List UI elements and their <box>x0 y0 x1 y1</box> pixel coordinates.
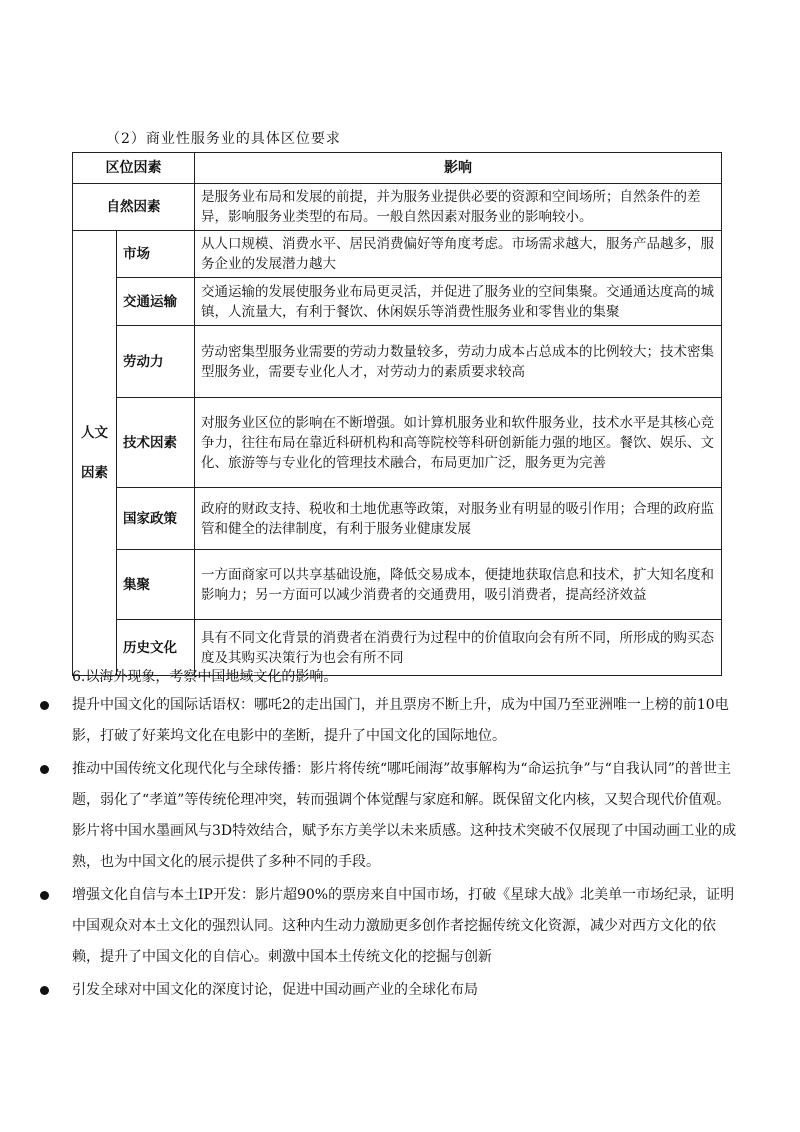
factor-text: 从人口规模、消费水平、居民消费偏好等角度考虑。市场需求越大，服务产品越多，服务企业的发展潜力越大 <box>195 231 722 278</box>
factor-label: 技术因素 <box>117 398 195 488</box>
list-item-text: 推动中国传统文化现代化与全球传播：影片将传统“哪吒闹海”故事解构为“命运抗争”与“自我认同”的普世主题，弱化了“孝道”等传统伦理冲突，转而强调个体觉醒与家庭和解。既保留文化内核，又契合现代价值观。影片将中国水墨画风与3D特效结合，赋予东方美学以未来质感。这种技术突破不仅展现了中国动画工业的成熟，也为中国文化的展示提供了多种不同的手段。 <box>72 761 737 870</box>
natural-factor-text: 是服务业布局和发展的前提，并为服务业提供必要的资源和空间场所；自然条件的差异，影响服务业类型的布局。一般自然因素对服务业的影响较小。 <box>195 184 722 231</box>
factor-label: 历史文化 <box>117 620 195 676</box>
list-item <box>40 880 740 973</box>
table-row <box>73 398 722 488</box>
list-item <box>40 975 740 1006</box>
factor-text: 一方面商家可以共享基础设施，降低交易成本，便捷地获取信息和技术，扩大知名度和影响力；另一方面可以减少消费者的交通费用，吸引消费者，提高经济效益 <box>195 550 722 620</box>
location-factors-table <box>72 152 722 676</box>
list-item <box>40 690 740 752</box>
table-row <box>73 278 722 326</box>
table-header-row <box>73 153 722 184</box>
factor-text: 政府的财政支持、税收和土地优惠等政策，对服务业有明显的吸引作用；合理的政府监管和健全的法律制度，有利于服务业健康发展 <box>195 488 722 550</box>
bullet-list <box>40 690 740 1008</box>
list-item <box>40 754 740 878</box>
list-item-text: 增强文化自信与本土IP开发：影片超90%的票房来自中国市场，打破《星球大战》北美单一市场纪录，证明中国观众对本土文化的强烈认同。这种内生动力激励更多创作者挖掘传统文化资源，减少对西方文化的依赖，提升了中国文化的自信心。刺激中国本土传统文化的挖掘与创新 <box>72 887 735 965</box>
factor-text: 具有不同文化背景的消费者在消费行为过程中的价值取向会有所不同，所形成的购买态度及其购买决策行为也会有所不同 <box>195 620 722 676</box>
factor-text: 对服务业区位的影响在不断增强。如计算机服务业和软件服务业，技术水平是其核心竞争力，往往布局在靠近科研机构和高等院校等科研创新能力强的地区。餐饮、娱乐、文化、旅游等与专业化的管理技术融合，布局更加广泛，服务更为完善 <box>195 398 722 488</box>
section-subtitle: （2）商业性服务业的具体区位要求 <box>106 131 341 147</box>
factor-label: 市场 <box>117 231 195 278</box>
factor-text: 交通运输的发展使服务业布局更灵活，并促进了服务业的空间集聚。交通通达度高的城镇，人流量大，有利于餐饮、休闲娱乐等消费性服务业和零售业的集聚 <box>195 278 722 326</box>
bullet-dot-icon <box>40 891 49 900</box>
header-impact: 影响 <box>195 153 722 184</box>
human-label-line2: 因素 <box>81 465 108 481</box>
human-label-line1: 人文 <box>81 425 108 441</box>
factor-label: 集聚 <box>117 550 195 620</box>
factor-text: 劳动密集型服务业需要的劳动力数量较多，劳动力成本占总成本的比例较大；技术密集型服务业，需要专业化人才，对劳动力的素质要求较高 <box>195 326 722 398</box>
factor-label: 劳动力 <box>117 326 195 398</box>
table-row <box>73 550 722 620</box>
bullet-dot-icon <box>40 701 49 710</box>
table-row-natural <box>73 184 722 231</box>
paragraph-6: 6.以海外现象，考察中国地域文化的影响。 <box>72 669 338 685</box>
factor-label: 交通运输 <box>117 278 195 326</box>
natural-factor-label: 自然因素 <box>73 184 195 231</box>
table-row <box>73 326 722 398</box>
table-row <box>73 231 722 278</box>
factor-label: 国家政策 <box>117 488 195 550</box>
header-factor: 区位因素 <box>73 153 195 184</box>
bullet-dot-icon <box>40 986 49 995</box>
list-item-text: 提升中国文化的国际话语权：哪吒2的走出国门，并且票房不断上升，成为中国乃至亚洲唯一上榜的前10电影，打破了好莱坞文化在电影中的垄断，提升了中国文化的国际地位。 <box>72 697 729 744</box>
human-factor-label <box>73 231 117 676</box>
bullet-dot-icon <box>40 765 49 774</box>
table-row <box>73 488 722 550</box>
list-item-text: 引发全球对中国文化的深度讨论，促进中国动画产业的全球化布局 <box>72 982 478 998</box>
